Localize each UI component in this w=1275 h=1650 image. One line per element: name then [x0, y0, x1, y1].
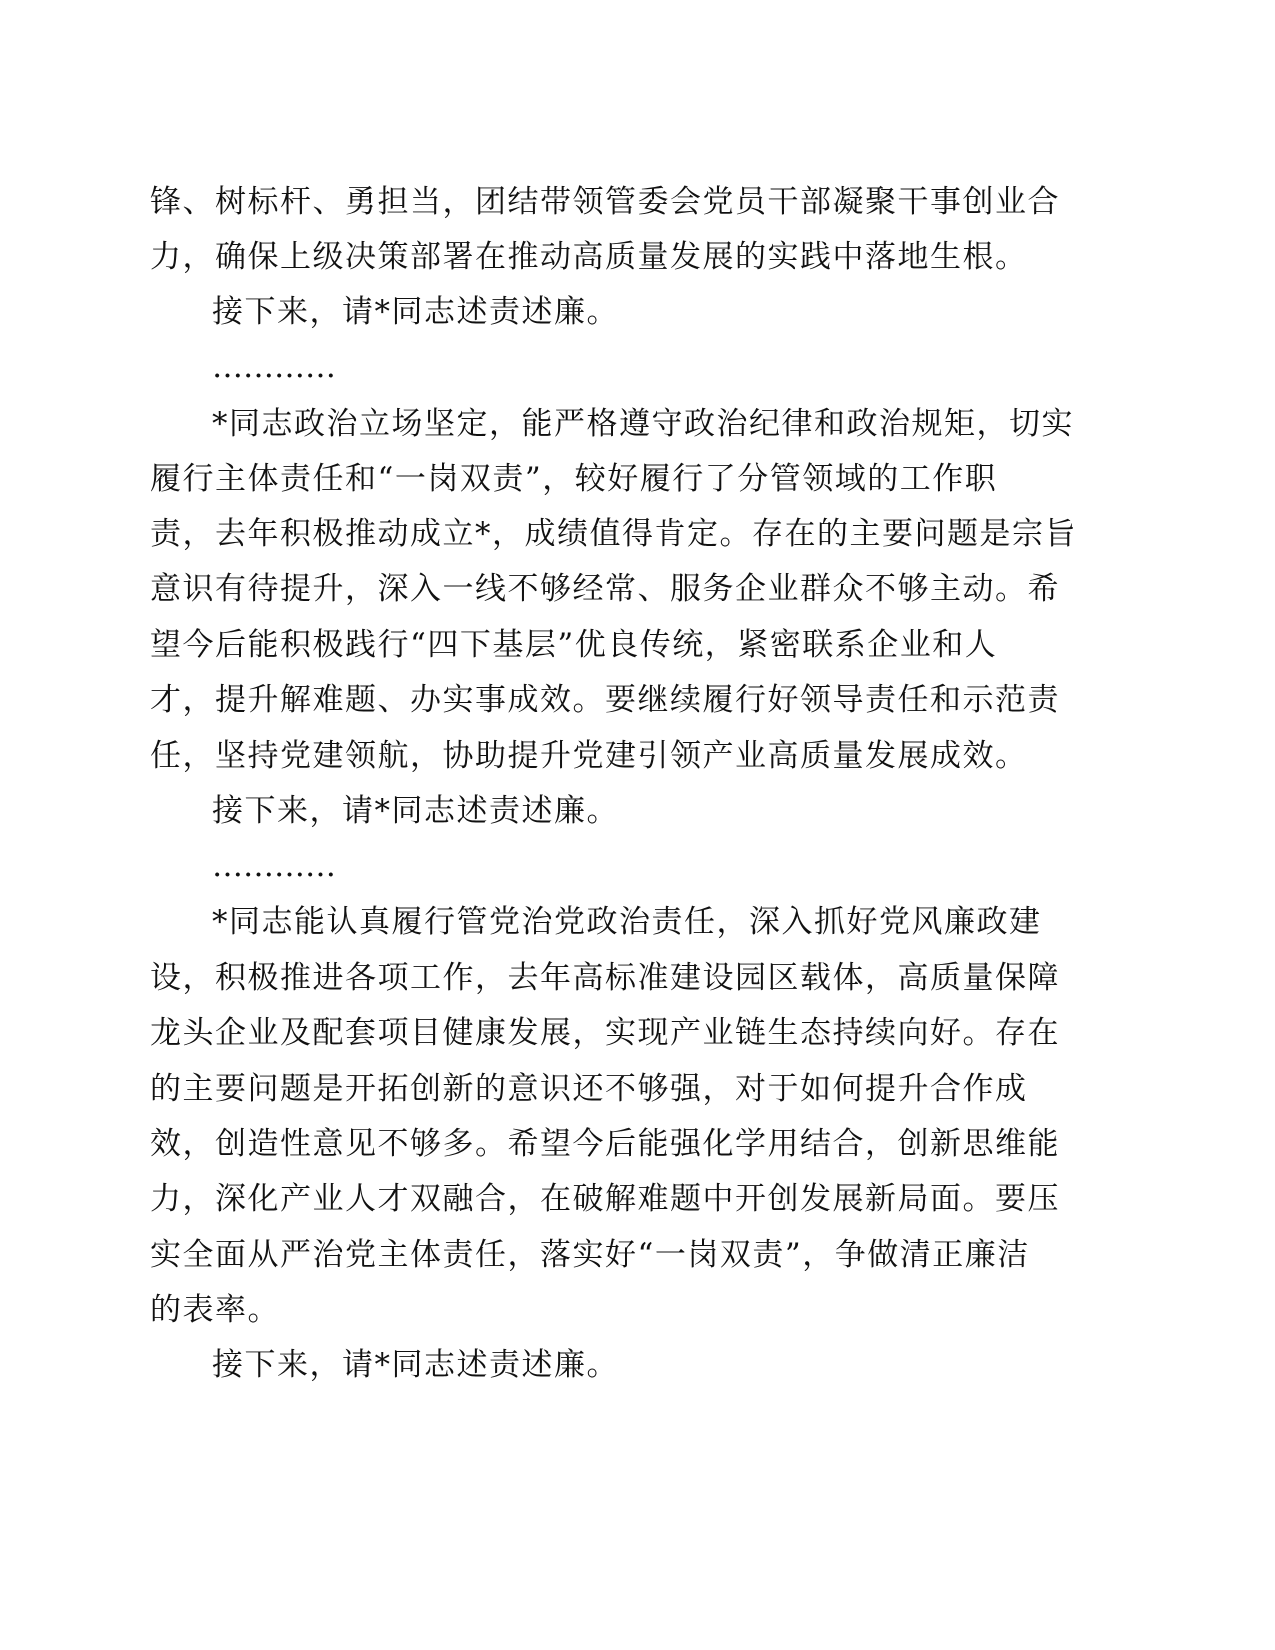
- prompt-line: 接下来，请*同志述责述廉。: [212, 294, 619, 330]
- paragraph-line: 力，深化产业人才双融合，在破解难题中开创发展新局面。要压: [150, 1181, 1060, 1217]
- paragraph-line: 效，创造性意见不够多。希望今后能强化学用结合，创新思维能: [150, 1126, 1060, 1162]
- paragraph-line: 的表率。: [150, 1292, 280, 1328]
- paragraph-line: *同志政治立场坚定，能严格遵守政治纪律和政治规矩，切实: [212, 406, 1074, 442]
- paragraph-line: 履行主体责任和“一岗双责”，较好履行了分管领域的工作职: [150, 461, 998, 497]
- paragraph-line: 实全面从严治党主体责任，落实好“一岗双责”，争做清正廉洁: [150, 1237, 1030, 1273]
- prompt-line: 接下来，请*同志述责述廉。: [212, 1347, 619, 1383]
- paragraph-line: 任，坚持党建领航，协助提升党建引领产业高质量发展成效。: [150, 738, 1028, 774]
- paragraph-line: 龙头企业及配套项目健康发展，实现产业链生态持续向好。存在: [150, 1015, 1060, 1051]
- paragraph-line: 的主要问题是开拓创新的意识还不够强，对于如何提升合作成: [150, 1071, 1028, 1107]
- paragraph-line: 力，确保上级决策部署在推动高质量发展的实践中落地生根。: [150, 239, 1028, 275]
- paragraph-line: 望今后能积极践行“四下基层”优良传统，紧密联系企业和人: [150, 627, 998, 663]
- paragraph-line: *同志能认真履行管党治党政治责任，深入抓好党风廉政建: [212, 904, 1042, 940]
- paragraph-line: 设，积极推进各项工作，去年高标准建设园区载体，高质量保障: [150, 960, 1060, 996]
- ellipsis-line: …………: [212, 848, 336, 884]
- paragraph-line: 责，去年积极推动成立*，成绩值得肯定。存在的主要问题是宗旨: [150, 516, 1077, 552]
- paragraph-line: 意识有待提升，深入一线不够经常、服务企业群众不够主动。希: [150, 571, 1060, 607]
- paragraph-line: 锋、树标杆、勇担当，团结带领管委会党员干部凝聚干事创业合: [150, 184, 1060, 220]
- prompt-line: 接下来，请*同志述责述廉。: [212, 793, 619, 829]
- paragraph-line: 才，提升解难题、办实事成效。要继续履行好领导责任和示范责: [150, 682, 1060, 718]
- ellipsis-line: …………: [212, 349, 336, 385]
